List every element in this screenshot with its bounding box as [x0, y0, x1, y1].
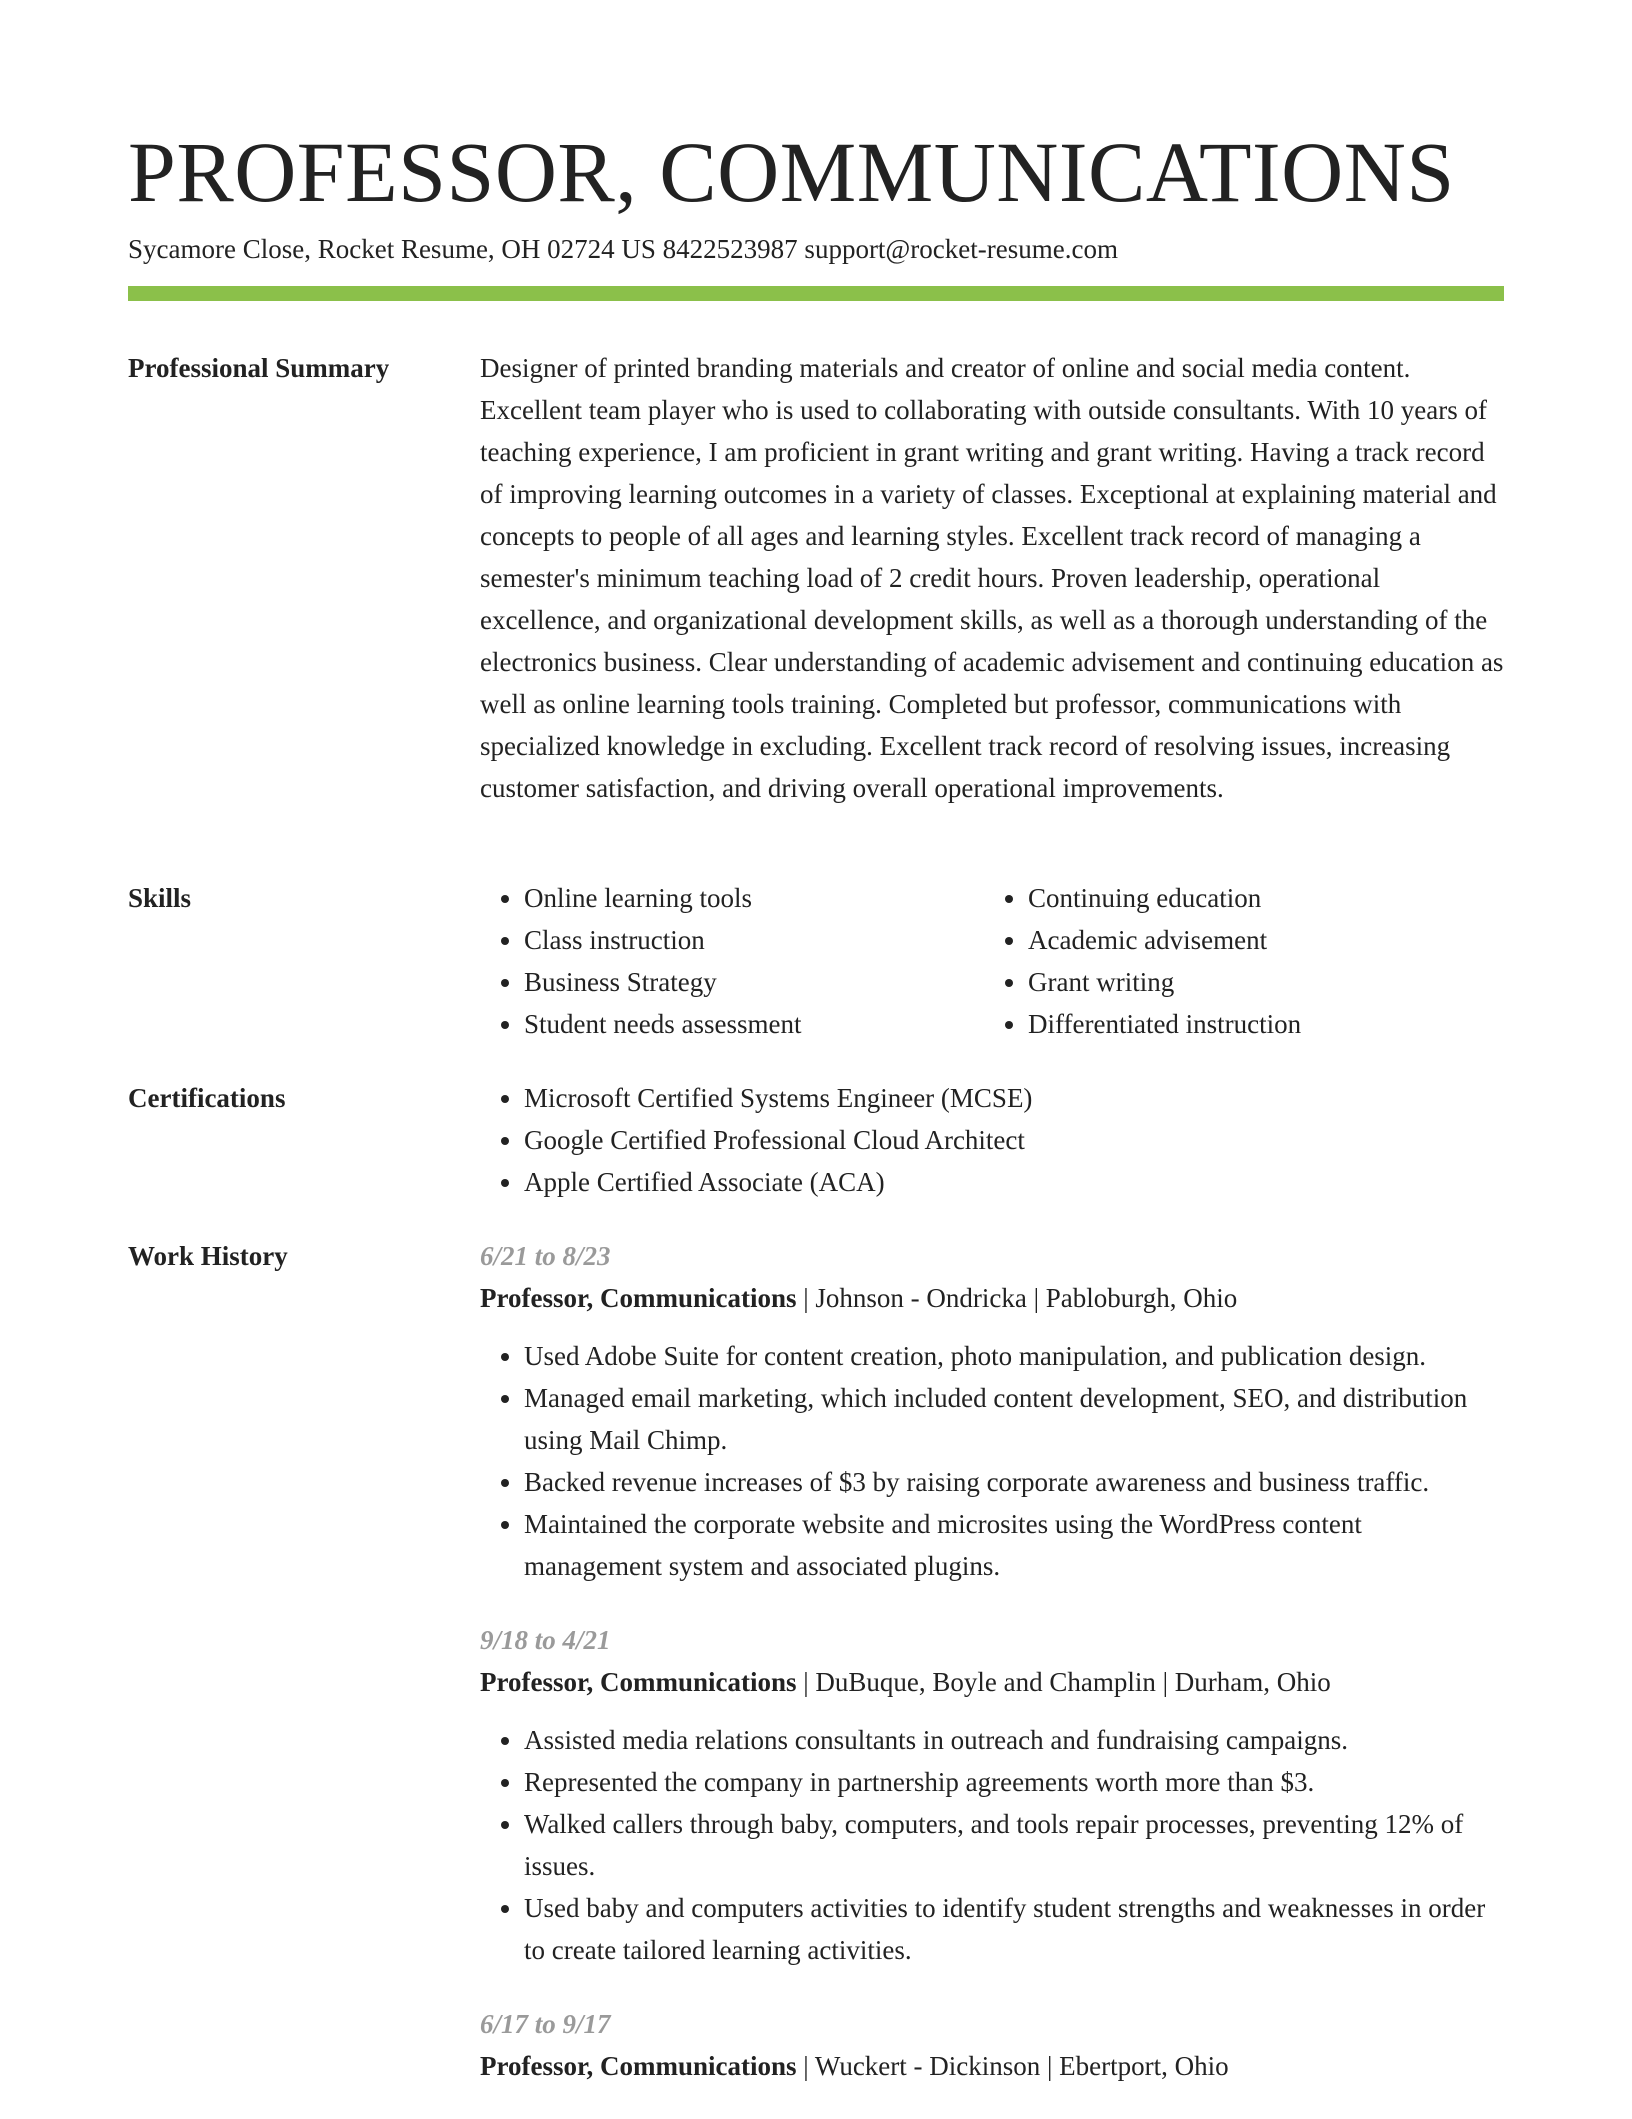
- certification-item: • Apple Certified Associate (ACA): [524, 1161, 1504, 1203]
- skills-column-right: [984, 877, 1488, 1045]
- resume-name: PROFESSOR, COMMUNICATIONS: [128, 124, 1455, 220]
- job-entry: [480, 1619, 1504, 1971]
- job-title: Professor, Communications: [480, 1283, 797, 1313]
- skills-column-left: [480, 877, 984, 1045]
- skill-item: • Class instruction: [524, 919, 984, 961]
- job-company-location: | Wuckert - Dickinson | Ebertport, Ohio: [796, 2051, 1229, 2081]
- job-bullet: • Maintained the corporate website and microsites using the WordPress content management system and associated plugins.: [524, 1503, 1504, 1587]
- work-history-heading: Work History: [128, 1241, 288, 1271]
- contact-line: Sycamore Close, Rocket Resume, OH 02724 US 8422523987 support@rocket-resume.com: [128, 234, 1118, 264]
- certification-item: • Google Certified Professional Cloud Architect: [524, 1119, 1504, 1161]
- job-bullet: • Used Adobe Suite for content creation, photo manipulation, and publication design.: [524, 1335, 1504, 1377]
- certifications-body: [480, 1077, 1504, 1203]
- job-bullet: • Walked callers through baby, computers, and tools repair processes, preventing 12% of issues.: [524, 1803, 1504, 1887]
- skills-body: [480, 877, 1504, 1045]
- work-history-body: [480, 1235, 1504, 2119]
- job-company-location: | Johnson - Ondricka | Pabloburgh, Ohio: [796, 1283, 1238, 1313]
- job-dates: 6/17 to 9/17: [480, 2009, 611, 2039]
- job-title-line: [480, 2045, 1504, 2087]
- job-company-location: | DuBuque, Boyle and Champlin | Durham, Ohio: [796, 1667, 1331, 1697]
- skill-item: • Business Strategy: [524, 961, 984, 1003]
- job-title-line: [480, 1277, 1504, 1319]
- job-title-line: [480, 1661, 1504, 1703]
- job-bullet: • Managed email marketing, which included content development, SEO, and distribution using Mail Chimp.: [524, 1377, 1504, 1461]
- skill-item: • Student needs assessment: [524, 1003, 984, 1045]
- skill-item: • Academic advisement: [1028, 919, 1488, 961]
- skill-item: • Online learning tools: [524, 877, 984, 919]
- header-divider: [128, 286, 1504, 301]
- skill-item: • Differentiated instruction: [1028, 1003, 1488, 1045]
- summary-body: [480, 347, 1504, 809]
- job-bullet: • Backed revenue increases of $3 by raising corporate awareness and business traffic.: [524, 1461, 1504, 1503]
- job-dates: 6/21 to 8/23: [480, 1241, 611, 1271]
- job-dates: 9/18 to 4/21: [480, 1625, 611, 1655]
- job-entry: [480, 1235, 1504, 1587]
- skill-item: • Grant writing: [1028, 961, 1488, 1003]
- certifications-heading: Certifications: [128, 1083, 286, 1113]
- job-entry: [480, 2003, 1504, 2087]
- skill-item: • Continuing education: [1028, 877, 1488, 919]
- job-title: Professor, Communications: [480, 1667, 797, 1697]
- summary-text: Designer of printed branding materials and creator of online and social media content. Excellent team player who is used to collaborating with outside consultants. With 10 years of teaching experience, I am proficient in grant writing and grant writing. Having a track record of improving learning outcomes in a variety of classes. Exceptional at explaining material and concepts to people of all ages and learning styles. Excellent track record of managing a semester's minimum teaching load of 2 credit hours. Proven leadership, operational excellence, and organizational development skills, as well as a thorough understanding of the electronics business. Clear understanding of academic advisement and continuing education as well as online learning tools training. Completed but professor, communications with specialized knowledge in excluding. Excellent track record of resolving issues, increasing customer satisfaction, and driving overall operational improvements.: [480, 353, 1504, 803]
- summary-heading: Professional Summary: [128, 353, 390, 383]
- job-title: Professor, Communications: [480, 2051, 797, 2081]
- certification-item: • Microsoft Certified Systems Engineer (MCSE): [524, 1077, 1504, 1119]
- job-bullet: • Represented the company in partnership agreements worth more than $3.: [524, 1761, 1504, 1803]
- job-bullet: • Used baby and computers activities to identify student strengths and weaknesses in order to create tailored learning activities.: [524, 1887, 1504, 1971]
- skills-heading: Skills: [128, 883, 192, 913]
- job-bullet: • Assisted media relations consultants in outreach and fundraising campaigns.: [524, 1719, 1504, 1761]
